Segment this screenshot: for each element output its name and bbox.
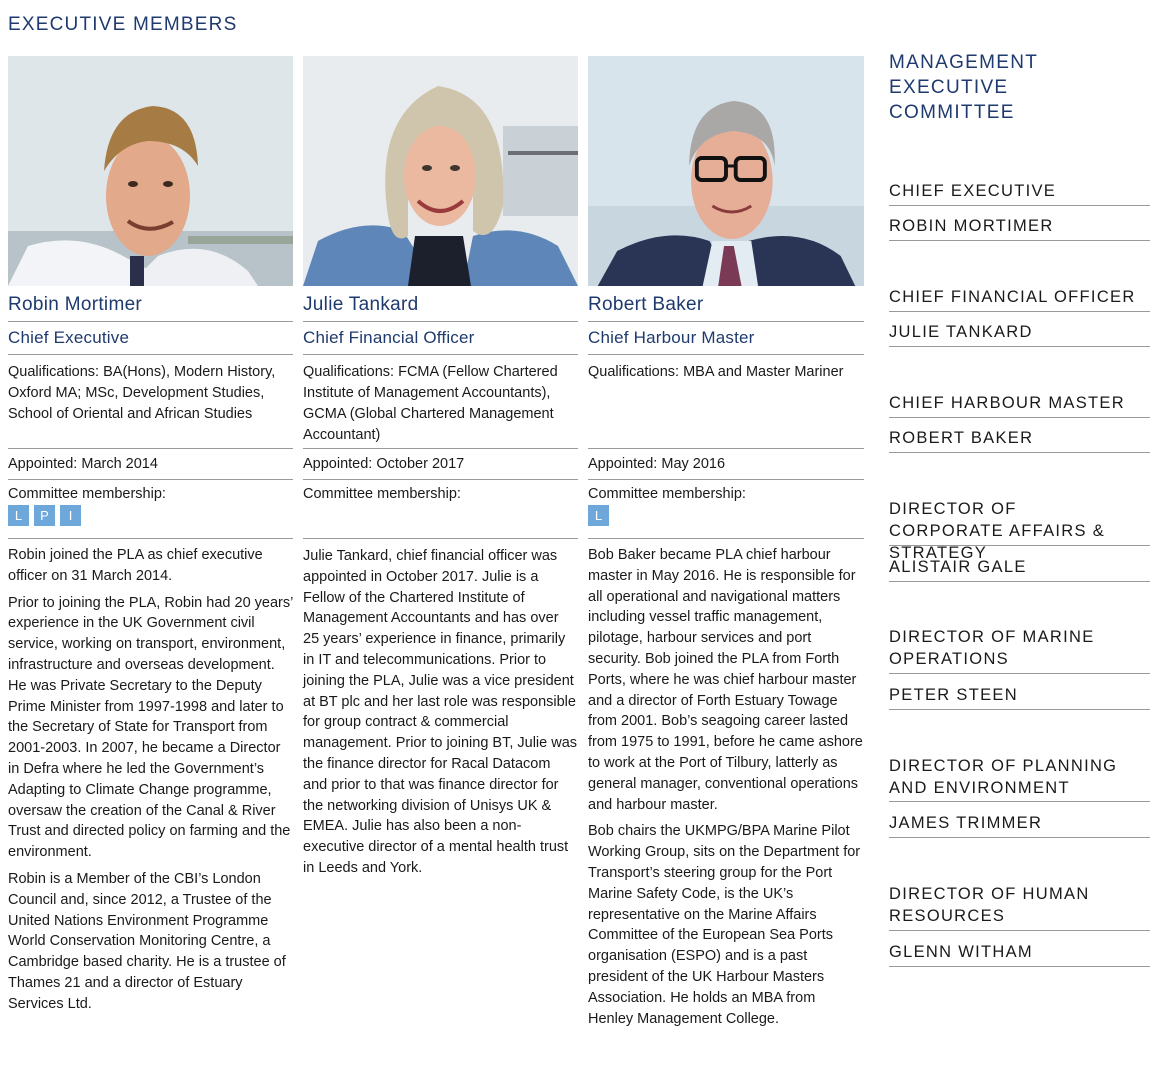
member-appointed: Appointed: March 2014 <box>8 449 293 480</box>
committee-membership <box>588 480 864 539</box>
member-name: Julie Tankard <box>303 294 419 315</box>
photo-julie-tankard <box>303 56 578 286</box>
committee-label: Committee membership: <box>8 486 166 502</box>
member-appointed: Appointed: October 2017 <box>303 449 578 480</box>
committee-badge: L <box>8 505 29 526</box>
mec-person: JULIE TANKARD <box>889 321 1150 347</box>
bio-paragraph: Bob chairs the UKMPG/BPA Marine Pilot Working Group, sits on the Department for Transport’s steering group for the Port Marine Safety Code, is the UK’s representative on the Marine Affairs Committee of the European Sea Ports organisation (ESPO) and is a past president of the UK Harbour Masters Association. He holds an MBA from Henley Management College. <box>588 823 861 1027</box>
committee-badge: P <box>34 505 55 526</box>
member-bio <box>588 539 864 1029</box>
member-bio <box>303 539 578 879</box>
member-name: Robert Baker <box>588 294 704 315</box>
mec-role: CHIEF EXECUTIVE <box>889 180 1150 206</box>
mec-role: DIRECTOR OF HUMAN RESOURCES <box>889 885 1090 925</box>
member-role: Chief Financial Officer <box>303 321 578 355</box>
mec-role: DIRECTOR OF CORPORATE AFFAIRS & STRATEGY <box>889 500 1106 562</box>
bio-paragraph: Robin is a Member of the CBI’s London Council and, since 2012, a Trustee of the United Nations Environment Programme World Conservation Monitoring Centre, a Cambridge based charity. He is a trustee of Thames 21 and a director of Estuary Services Ltd. <box>8 870 286 1012</box>
committee-badge: L <box>588 505 609 526</box>
member-card-julie-tankard <box>303 56 578 885</box>
member-qualifications: Qualifications: FCMA (Fellow Chartered Institute of Management Accountants), GCMA (Global Chartered Management Accountant) <box>303 355 578 449</box>
page-title: EXECUTIVE MEMBERS <box>8 14 238 35</box>
mec-person: PETER STEEN <box>889 673 1150 710</box>
mec-person: ALISTAIR GALE <box>889 545 1150 582</box>
committee-membership <box>8 480 293 539</box>
committee-badges <box>588 505 864 526</box>
committee-label: Committee membership: <box>588 486 746 502</box>
mec-person: ROBIN MORTIMER <box>889 215 1150 241</box>
mec-person: GLENN WITHAM <box>889 930 1150 967</box>
mec-role: CHIEF HARBOUR MASTER <box>889 392 1150 418</box>
mec-title: MANAGEMENT EXECUTIVE COMMITTEE <box>889 52 1038 123</box>
committee-membership <box>303 480 578 539</box>
member-name: Robin Mortimer <box>8 294 143 315</box>
committee-badge: I <box>60 505 81 526</box>
member-role: Chief Harbour Master <box>588 321 864 355</box>
bio-paragraph: Julie Tankard, chief financial officer was appointed in October 2017. Julie is a Fellow of the Chartered Institute of Management Accountants and has over 25 years’ experience in finance, primarily in IT and telecommunications. Prior to joining the PLA, Julie was a vice president at BT plc and her last role was responsible for group contract & commercial management. Prior to joining BT, Julie was the finance director for Racal Datacom and prior to that was finance director for the networking division of Unisys UK & EMEA. Julie has also been a non-executive director of a mental health trust in Leeds and York. <box>303 548 578 876</box>
photo-robert-baker <box>588 56 864 286</box>
bio-paragraph: Prior to joining the PLA, Robin had 20 years’ experience in the UK Government civil service, working on transport, environment, infrastructure and overseas development. He was Private Secretary to the Deputy Prime Minister from 1997-1998 and later to the Secretary of State for Transport from 2001-2003. In 2007, he became a Director in Defra where he led the Government’s Adapting to Climate Change programme, oversaw the creation of the Canal & River Trust and directed policy on farming and the environment. <box>8 594 293 861</box>
member-role: Chief Executive <box>8 321 293 355</box>
member-appointed: Appointed: May 2016 <box>588 449 864 480</box>
bio-paragraph: Robin joined the PLA as chief executive officer on 31 March 2014. <box>8 547 263 584</box>
member-qualifications: Qualifications: BA(Hons), Modern History, Oxford MA; MSc, Development Studies, School of Oriental and African Studies <box>8 355 293 449</box>
bio-paragraph: Bob Baker became PLA chief harbour master in May 2016. He is responsible for all operational and navigational matters including vessel traffic management, pilotage, harbour services and port security. Bob joined the PLA from Forth Ports, where he was chief harbour master and a director of Forth Estuary Towage from 2001. Bob’s seagoing career lasted from 1975 to 1991, before he came ashore to work at the Port of Tilbury, latterly as general manager, conventional operations and harbour master. <box>588 547 863 813</box>
committee-badges <box>8 505 293 526</box>
committee-label: Committee membership: <box>303 486 461 502</box>
mec-role: DIRECTOR OF PLANNING AND ENVIRONMENT <box>889 757 1118 797</box>
photo-robin-mortimer <box>8 56 293 286</box>
mec-person: JAMES TRIMMER <box>889 801 1150 838</box>
member-bio <box>8 539 293 1015</box>
mec-role: CHIEF FINANCIAL OFFICER <box>889 286 1150 312</box>
mec-person: ROBERT BAKER <box>889 427 1150 453</box>
member-qualifications: Qualifications: MBA and Master Mariner <box>588 355 864 449</box>
member-card-robin-mortimer <box>8 56 293 1021</box>
mec-role: DIRECTOR OF MARINE OPERATIONS <box>889 628 1095 668</box>
member-card-robert-baker <box>588 56 864 1035</box>
